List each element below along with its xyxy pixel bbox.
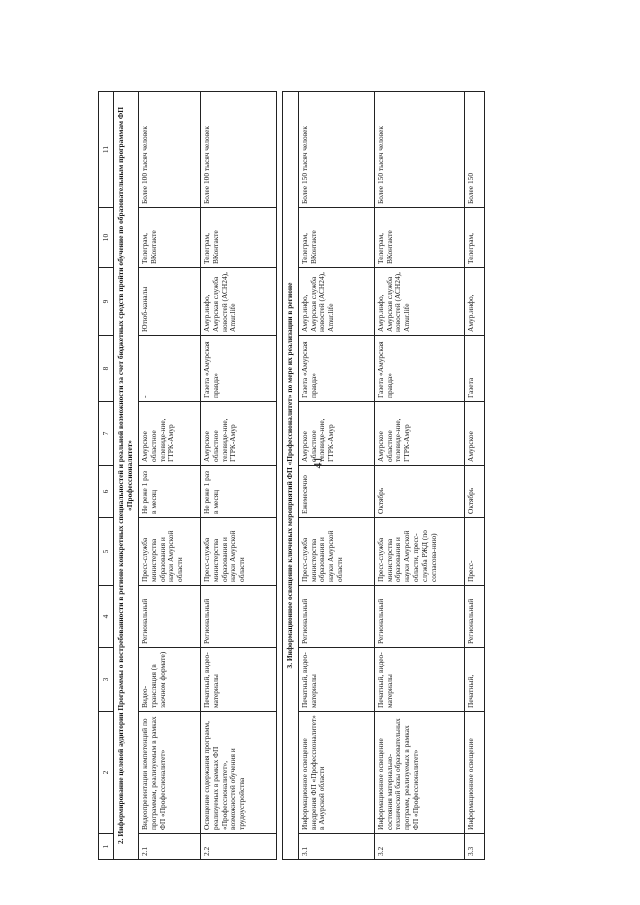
header-cell: 1 — [99, 834, 114, 860]
section-title: 2. Информирование целевой аудитории Программы о востребованности в регионе конкретных специальностей и реальной возможности за счет бюджетных средств пройти обучение по образовательным программам ФП «Профессионалитет» — [114, 92, 139, 860]
format-cell: Печатный, — [464, 648, 484, 712]
audience-cell: Более 150 — [464, 92, 484, 208]
header-cell: 5 — [99, 518, 114, 586]
period-cell: Октябрь — [464, 466, 484, 518]
format-cell: Печатный, видео-материалы — [374, 648, 464, 712]
header-cell: 4 — [99, 586, 114, 648]
internet-cell: Амур.инфо, Амурская служба новостей (АСН24), Amur.life — [200, 268, 276, 336]
level-cell: Региональный — [374, 586, 464, 648]
print-cell: Газета «Амурская правда» — [200, 336, 276, 402]
level-cell: Региональный — [138, 586, 200, 648]
period-cell: Не реже 1 раз в месяц — [200, 466, 276, 518]
event-cell: Информационное освещение внедрения ФП «Профессионалитет» в Амурской области — [298, 712, 374, 834]
social-cell: Телеграм, ВКонтакте — [374, 208, 464, 268]
table-row — [374, 92, 464, 860]
section-title-row — [282, 92, 298, 860]
level-cell: Региональный — [200, 586, 276, 648]
internet-cell: Амур.инфо, Амурская служба новостей (АСН24), Amur.life — [298, 268, 374, 336]
social-cell: Телеграм, — [464, 208, 484, 268]
table-row — [200, 92, 276, 860]
row-number: 2.2 — [200, 834, 276, 860]
header-cell: 9 — [99, 268, 114, 336]
responsible-cell: Пресс-служба министерства образования и науки Амурской области — [200, 518, 276, 586]
header-cell: 10 — [99, 208, 114, 268]
responsible-cell: Пресс- — [464, 518, 484, 586]
page-number: 41 — [310, 456, 325, 469]
header-cell: 6 — [99, 466, 114, 518]
audience-cell: Более 150 тысяч человек — [374, 92, 464, 208]
row-number: 2.1 — [138, 834, 200, 860]
event-cell: Информационное освещение состояния материально-технической базы образовательных программ, реализуемых в рамках ФП «Профессионалитет» — [374, 712, 464, 834]
table-container — [98, 92, 550, 860]
event-cell: Освещение содержания программ, реализуемых в рамках ФП «Профессионалитет», возможностей обучения и трудоустройства — [200, 712, 276, 834]
print-cell: Газета «Амурская правда» — [298, 336, 374, 402]
period-cell: Не реже 1 раз в месяц — [138, 466, 200, 518]
print-cell: - — [138, 336, 200, 402]
print-cell: Газета — [464, 336, 484, 402]
section-title: 3. Информационное освещение ключевых мероприятий ФП «Профессионалитет» по мере их реализации в регионе — [282, 92, 298, 860]
row-number: 3.3 — [464, 834, 484, 860]
tv-cell: Амурское областное телевиде-ние, ГТРК-Амур — [200, 402, 276, 466]
format-cell: Печатный, видео-материалы — [200, 648, 276, 712]
header-row — [99, 92, 114, 860]
table-row — [464, 92, 484, 860]
header-cell: 2 — [99, 712, 114, 834]
header-cell: 3 — [99, 648, 114, 712]
table-row — [138, 92, 200, 860]
level-cell: Региональный — [298, 586, 374, 648]
tv-cell: Амурское областное телевиде-ние, ГТРК-Амур — [298, 402, 374, 466]
internet-cell: Амур.инфо, Амурская служба новостей (АСН24), Amur.life — [374, 268, 464, 336]
social-cell: Телеграм, ВКонтакте — [138, 208, 200, 268]
rotated-page — [98, 92, 550, 860]
row-number: 3.1 — [298, 834, 374, 860]
tv-cell: Амурское областное телевиде-ние, ГТРК-Амур — [138, 402, 200, 466]
row-number: 3.2 — [374, 834, 464, 860]
responsible-cell: Пресс-служба министерства образования и науки Амурской области — [298, 518, 374, 586]
media-plan-table — [98, 91, 485, 860]
internet-cell: Амур.инфо, — [464, 268, 484, 336]
audience-cell: Более 150 тысяч человек — [298, 92, 374, 208]
format-cell: Видео-трансляция (в заочном формате) — [138, 648, 200, 712]
audience-cell: Более 100 тысяч человек — [138, 92, 200, 208]
event-cell: Информационное освещение — [464, 712, 484, 834]
event-cell: Видеопрезентации компетенций по программам, реализуемым в рамках ФП «Профессионалитет» — [138, 712, 200, 834]
tv-cell: Амурское областное телевиде-ние, ГТРК-Амур — [374, 402, 464, 466]
period-cell: Ежемесячно — [298, 466, 374, 518]
print-cell: Газета «Амурская правда» — [374, 336, 464, 402]
social-cell: Телеграм, ВКонтакте — [298, 208, 374, 268]
social-cell: Телеграм, ВКонтакте — [200, 208, 276, 268]
tv-cell: Амурское — [464, 402, 484, 466]
responsible-cell: Пресс-служба министерства образования и науки Амурской области — [138, 518, 200, 586]
audience-cell: Более 100 тысяч человек — [200, 92, 276, 208]
internet-cell: Ютюб-каналы — [138, 268, 200, 336]
responsible-cell: Пресс-служба министерства образования и науки Амурской области, пресс-служба РЖД (по согласова-нию) — [374, 518, 464, 586]
header-cell: 7 — [99, 402, 114, 466]
format-cell: Печатный, видео-материалы — [298, 648, 374, 712]
header-cell: 11 — [99, 92, 114, 208]
header-cell: 8 — [99, 336, 114, 402]
level-cell: Региональный — [464, 586, 484, 648]
table-row — [298, 92, 374, 860]
section-title-row — [114, 92, 139, 860]
period-cell: Октябрь — [374, 466, 464, 518]
